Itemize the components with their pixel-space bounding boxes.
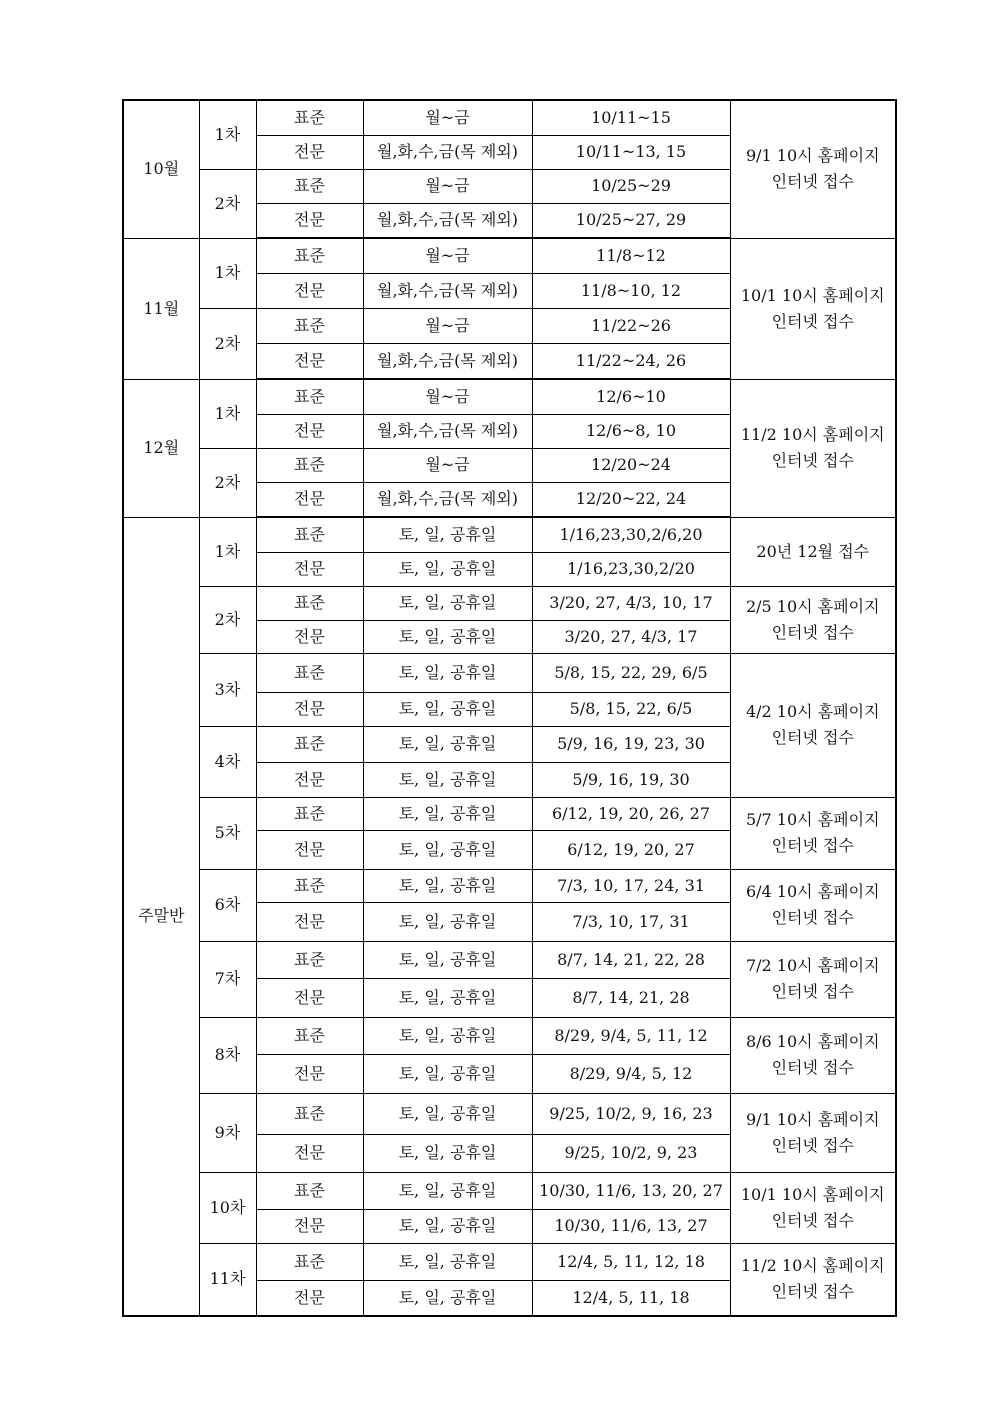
registration-notice-cell [730, 1093, 896, 1172]
days-cell: 토, 일, 공휴일 [363, 941, 532, 978]
days-cell: 월,화,수,금(목 제외) [363, 273, 532, 308]
schedule-table [122, 99, 897, 1317]
days-cell: 월~금 [363, 308, 532, 343]
days-cell: 토, 일, 공휴일 [363, 869, 532, 902]
registration-notice-cell [730, 586, 896, 653]
dates-cell: 10/25~29 [532, 169, 730, 203]
notice-line: 인터넷 접수 [771, 836, 854, 855]
registration-notice-cell [730, 238, 896, 379]
round-cell: 5차 [199, 797, 256, 869]
type-cell: 표준 [256, 169, 363, 203]
type-cell: 전문 [256, 902, 363, 941]
type-cell: 표준 [256, 726, 363, 762]
dates-cell: 3/20, 27, 4/3, 17 [532, 620, 730, 653]
month-cell: 12월 [123, 379, 199, 517]
days-cell: 토, 일, 공휴일 [363, 978, 532, 1017]
dates-cell: 10/25~27, 29 [532, 203, 730, 238]
days-cell: 토, 일, 공휴일 [363, 726, 532, 762]
type-cell: 표준 [256, 448, 363, 482]
registration-notice-cell [730, 797, 896, 869]
type-cell: 전문 [256, 692, 363, 726]
type-cell: 전문 [256, 1054, 363, 1093]
dates-cell: 10/30, 11/6, 13, 27 [532, 1209, 730, 1243]
notice-line: 인터넷 접수 [771, 1282, 854, 1302]
notice-line: 인터넷 접수 [771, 451, 854, 470]
dates-cell: 12/4, 5, 11, 18 [532, 1280, 730, 1316]
notice-line: 인터넷 접수 [771, 908, 854, 927]
type-cell: 전문 [256, 273, 363, 308]
days-cell: 월~금 [363, 448, 532, 482]
round-cell: 2차 [199, 169, 256, 238]
dates-cell: 5/9, 16, 19, 30 [532, 762, 730, 797]
dates-cell: 7/3, 10, 17, 24, 31 [532, 869, 730, 902]
days-cell: 월,화,수,금(목 제외) [363, 203, 532, 238]
type-cell: 표준 [256, 941, 363, 978]
round-cell: 4차 [199, 726, 256, 797]
weekend-class-cell: 주말반 [123, 517, 199, 1316]
type-cell: 표준 [256, 869, 363, 902]
days-cell: 토, 일, 공휴일 [363, 1280, 532, 1316]
type-cell: 표준 [256, 238, 363, 273]
dates-cell: 5/8, 15, 22, 29, 6/5 [532, 653, 730, 692]
round-cell: 7차 [199, 941, 256, 1017]
notice-line: 인터넷 접수 [771, 622, 854, 642]
days-cell: 토, 일, 공휴일 [363, 1134, 532, 1172]
registration-notice-cell [730, 1243, 896, 1316]
days-cell: 월~금 [363, 100, 532, 135]
notice-line: 인터넷 접수 [771, 1135, 854, 1155]
days-cell: 토, 일, 공휴일 [363, 1209, 532, 1243]
registration-notice-cell [730, 379, 896, 517]
days-cell: 토, 일, 공휴일 [363, 517, 532, 552]
dates-cell: 11/22~26 [532, 308, 730, 343]
notice-line: 20년 12월 접수 [756, 541, 870, 561]
notice-line: 인터넷 접수 [771, 311, 854, 331]
dates-cell: 9/25, 10/2, 9, 16, 23 [532, 1093, 730, 1134]
days-cell: 토, 일, 공휴일 [363, 586, 532, 620]
notice-line: 9/1 10시 홈페이지 [745, 146, 880, 166]
dates-cell: 11/22~24, 26 [532, 343, 730, 379]
type-cell: 전문 [256, 1280, 363, 1316]
dates-cell: 12/6~10 [532, 379, 730, 414]
type-cell: 표준 [256, 797, 363, 830]
days-cell: 토, 일, 공휴일 [363, 1054, 532, 1093]
round-cell: 10차 [199, 1172, 256, 1243]
type-cell: 전문 [256, 978, 363, 1017]
type-cell: 전문 [256, 620, 363, 653]
type-cell: 표준 [256, 379, 363, 414]
round-cell: 2차 [199, 308, 256, 379]
days-cell: 토, 일, 공휴일 [363, 830, 532, 869]
dates-cell: 12/20~24 [532, 448, 730, 482]
month-cell: 10월 [123, 100, 199, 238]
round-cell: 3차 [199, 653, 256, 726]
notice-line: 11/2 10시 홈페이지 [740, 1256, 885, 1276]
registration-notice-cell [730, 100, 896, 238]
notice-line: 인터넷 접수 [771, 982, 854, 1001]
notice-line: 7/2 10시 홈페이지 [745, 956, 880, 975]
dates-cell: 5/9, 16, 19, 23, 30 [532, 726, 730, 762]
dates-cell: 1/16,23,30,2/20 [532, 552, 730, 586]
dates-cell: 12/4, 5, 11, 12, 18 [532, 1243, 730, 1280]
type-cell: 표준 [256, 1243, 363, 1280]
round-cell: 1차 [199, 379, 256, 448]
notice-line: 2/5 10시 홈페이지 [745, 596, 880, 616]
days-cell: 월~금 [363, 169, 532, 203]
dates-cell: 8/29, 9/4, 5, 12 [532, 1054, 730, 1093]
round-cell: 6차 [199, 869, 256, 941]
dates-cell: 11/8~10, 12 [532, 273, 730, 308]
days-cell: 토, 일, 공휴일 [363, 552, 532, 586]
notice-line: 6/4 10시 홈페이지 [745, 882, 880, 901]
type-cell: 전문 [256, 762, 363, 797]
days-cell: 월~금 [363, 379, 532, 414]
type-cell: 전문 [256, 414, 363, 448]
type-cell: 표준 [256, 586, 363, 620]
notice-line: 인터넷 접수 [771, 728, 854, 747]
days-cell: 월,화,수,금(목 제외) [363, 482, 532, 517]
round-cell: 2차 [199, 448, 256, 517]
days-cell: 월,화,수,금(목 제외) [363, 414, 532, 448]
notice-line: 인터넷 접수 [771, 1058, 854, 1077]
type-cell: 전문 [256, 552, 363, 586]
type-cell: 표준 [256, 1017, 363, 1054]
notice-line: 10/1 10시 홈페이지 [740, 285, 885, 305]
days-cell: 토, 일, 공휴일 [363, 902, 532, 941]
days-cell: 토, 일, 공휴일 [363, 797, 532, 830]
type-cell: 전문 [256, 482, 363, 517]
days-cell: 토, 일, 공휴일 [363, 620, 532, 653]
type-cell: 표준 [256, 1172, 363, 1209]
dates-cell: 10/30, 11/6, 13, 20, 27 [532, 1172, 730, 1209]
dates-cell: 8/29, 9/4, 5, 11, 12 [532, 1017, 730, 1054]
type-cell: 전문 [256, 1209, 363, 1243]
notice-line: 8/6 10시 홈페이지 [745, 1032, 880, 1051]
type-cell: 전문 [256, 830, 363, 869]
registration-notice-cell [730, 517, 896, 586]
round-cell: 1차 [199, 517, 256, 586]
round-cell: 2차 [199, 586, 256, 653]
days-cell: 월,화,수,금(목 제외) [363, 343, 532, 379]
dates-cell: 5/8, 15, 22, 6/5 [532, 692, 730, 726]
dates-cell: 7/3, 10, 17, 31 [532, 902, 730, 941]
days-cell: 토, 일, 공휴일 [363, 762, 532, 797]
type-cell: 표준 [256, 308, 363, 343]
dates-cell: 8/7, 14, 21, 22, 28 [532, 941, 730, 978]
registration-notice-cell [730, 1017, 896, 1093]
notice-line: 4/2 10시 홈페이지 [745, 702, 880, 721]
dates-cell: 6/12, 19, 20, 26, 27 [532, 797, 730, 830]
dates-cell: 10/11~13, 15 [532, 135, 730, 169]
days-cell: 월~금 [363, 238, 532, 273]
type-cell: 표준 [256, 653, 363, 692]
dates-cell: 11/8~12 [532, 238, 730, 273]
round-cell: 11차 [199, 1243, 256, 1316]
registration-notice-cell [730, 1172, 896, 1243]
registration-notice-cell [730, 653, 896, 797]
dates-cell: 6/12, 19, 20, 27 [532, 830, 730, 869]
registration-notice-cell [730, 869, 896, 941]
days-cell: 토, 일, 공휴일 [363, 692, 532, 726]
dates-cell: 8/7, 14, 21, 28 [532, 978, 730, 1017]
type-cell: 표준 [256, 517, 363, 552]
round-cell: 9차 [199, 1093, 256, 1172]
dates-cell: 9/25, 10/2, 9, 23 [532, 1134, 730, 1172]
notice-line: 인터넷 접수 [771, 172, 854, 192]
days-cell: 토, 일, 공휴일 [363, 1172, 532, 1209]
type-cell: 전문 [256, 135, 363, 169]
notice-line: 5/7 10시 홈페이지 [745, 810, 880, 829]
dates-cell: 12/20~22, 24 [532, 482, 730, 517]
days-cell: 토, 일, 공휴일 [363, 1017, 532, 1054]
days-cell: 토, 일, 공휴일 [363, 1093, 532, 1134]
type-cell: 표준 [256, 1093, 363, 1134]
round-cell: 8차 [199, 1017, 256, 1093]
round-cell: 1차 [199, 238, 256, 308]
type-cell: 표준 [256, 100, 363, 135]
registration-notice-cell [730, 941, 896, 1017]
type-cell: 전문 [256, 203, 363, 238]
dates-cell: 1/16,23,30,2/6,20 [532, 517, 730, 552]
days-cell: 월,화,수,금(목 제외) [363, 135, 532, 169]
notice-line: 인터넷 접수 [771, 1210, 854, 1230]
dates-cell: 3/20, 27, 4/3, 10, 17 [532, 586, 730, 620]
round-cell: 1차 [199, 100, 256, 169]
type-cell: 전문 [256, 343, 363, 379]
notice-line: 9/1 10시 홈페이지 [745, 1109, 880, 1129]
dates-cell: 10/11~15 [532, 100, 730, 135]
days-cell: 토, 일, 공휴일 [363, 653, 532, 692]
month-cell: 11월 [123, 238, 199, 379]
type-cell: 전문 [256, 1134, 363, 1172]
days-cell: 토, 일, 공휴일 [363, 1243, 532, 1280]
dates-cell: 12/6~8, 10 [532, 414, 730, 448]
notice-line: 11/2 10시 홈페이지 [740, 425, 885, 444]
notice-line: 10/1 10시 홈페이지 [740, 1184, 885, 1204]
